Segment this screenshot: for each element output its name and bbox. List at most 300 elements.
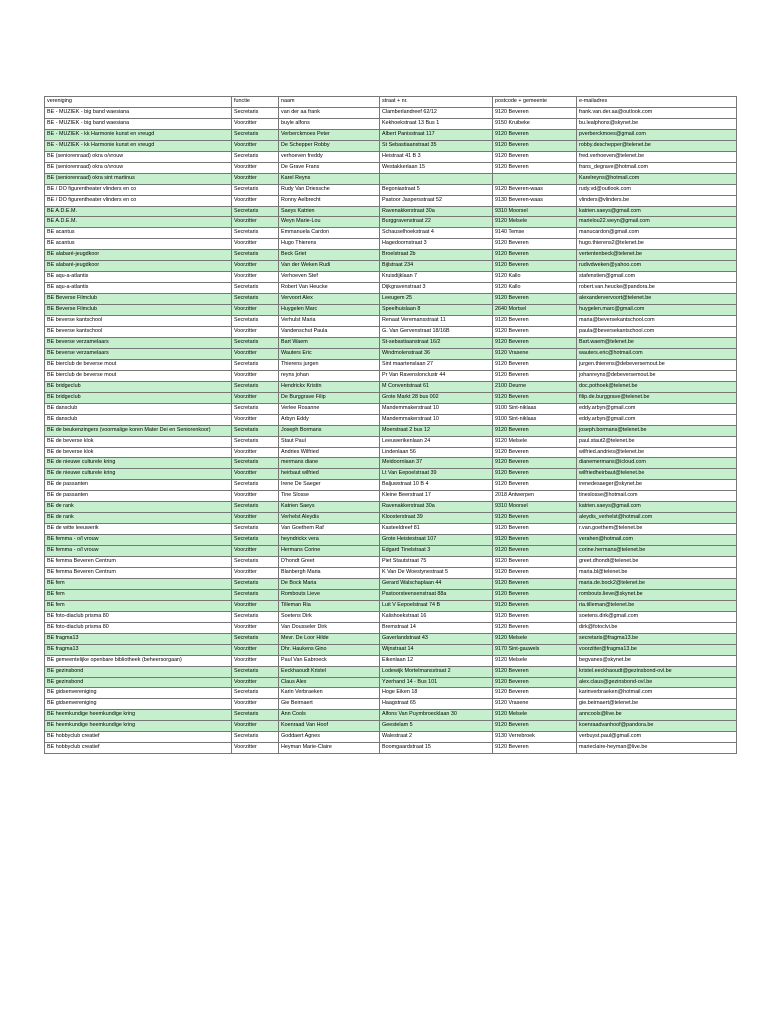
cell-naam: Soetens Dirk [279, 611, 380, 622]
cell-postcode-gemeente: 9130 Verrebroek [493, 732, 577, 743]
cell-straat: Lt Van Eepoelstraat 39 [380, 469, 493, 480]
cell-functie: Voorzitter [232, 261, 279, 272]
table-row [45, 513, 737, 524]
table-row [45, 294, 737, 305]
table-row [45, 305, 737, 316]
cell-functie: Secretaris [232, 403, 279, 414]
cell-email: alex.claus@gezinsbond-ovl.be [577, 677, 737, 688]
cell-postcode-gemeente: 9100 Sint-niklaas [493, 403, 577, 414]
cell-straat: Yzerhand 14 - Bus 101 [380, 677, 493, 688]
cell-functie: Voorzitter [232, 195, 279, 206]
cell-straat: Kalishoekstraat 16 [380, 611, 493, 622]
cell-email: irenedesaeger@skynet.be [577, 480, 737, 491]
cell-naam: Dhr. Haukens Gino [279, 644, 380, 655]
table-row [45, 710, 737, 721]
cell-vereniging: BE gezinsbond [45, 677, 232, 688]
cell-postcode-gemeente: 9120 Beveren [493, 337, 577, 348]
cell-straat: Haagstraat 65 [380, 699, 493, 710]
cell-straat: Wijnstraat 14 [380, 644, 493, 655]
cell-vereniging: BE acantus [45, 239, 232, 250]
cell-email: pverberckmoes@gmail.com [577, 129, 737, 140]
cell-email: maria.bl@telenet.be [577, 567, 737, 578]
cell-vereniging: BE femma - o/l vrouw [45, 546, 232, 557]
table-row [45, 447, 737, 458]
table-row [45, 677, 737, 688]
cell-functie: Secretaris [232, 283, 279, 294]
cell-functie: Voorzitter [232, 469, 279, 480]
cell-vereniging: BE fragma13 [45, 644, 232, 655]
cell-functie: Secretaris [232, 359, 279, 370]
cell-email: marieclaire-heyman@live.be [577, 743, 737, 754]
cell-naam: Huygelen Marc [279, 305, 380, 316]
table-row [45, 250, 737, 261]
cell-functie: Voorzitter [232, 600, 279, 611]
cell-functie: Secretaris [232, 129, 279, 140]
cell-vereniging: BE de rank [45, 513, 232, 524]
table-row [45, 425, 737, 436]
cell-naam: Gie Beirnaert [279, 699, 380, 710]
cell-postcode-gemeente: 9120 Beveren [493, 567, 577, 578]
cell-straat: Hagedoornstraat 3 [380, 239, 493, 250]
cell-email: voorzitter@fragma13.be [577, 644, 737, 655]
cell-functie: Voorzitter [232, 239, 279, 250]
cell-straat: Broelstraat 2b [380, 250, 493, 261]
cell-email: paul.staut2@telenet.be [577, 436, 737, 447]
cell-naam: Emmanuela Cardon [279, 228, 380, 239]
cell-naam: Arbyn Eddy [279, 414, 380, 425]
cell-email: fred.verhoeven@telenet.be [577, 151, 737, 162]
table-row [45, 370, 737, 381]
cell-vereniging: BE aqu-a-atlantis [45, 283, 232, 294]
cell-functie: Secretaris [232, 381, 279, 392]
table-row [45, 392, 737, 403]
cell-naam: D'hondt Greet [279, 557, 380, 568]
cell-functie: Voorzitter [232, 414, 279, 425]
cell-email: wilfriedheirbaut@telenet.be [577, 469, 737, 480]
cell-naam: Van Goethem Raf [279, 524, 380, 535]
cell-postcode-gemeente: 9120 Beveren [493, 151, 577, 162]
cell-straat: K Van De Woestynestraat 5 [380, 567, 493, 578]
cell-vereniging: BE fem [45, 589, 232, 600]
cell-naam: Vandenschut Paula [279, 327, 380, 338]
cell-email: soetens.dirk@gmail.com [577, 611, 737, 622]
cell-functie: Voorzitter [232, 217, 279, 228]
cell-email: jurgen.thierens@debeversemout.be [577, 359, 737, 370]
cell-straat: Piet Stautstraat 75 [380, 557, 493, 568]
cell-email: huygelen.marc@gmail.com [577, 305, 737, 316]
cell-email: maria@beversekantschool.com [577, 316, 737, 327]
cell-naam: Mevr. De Loor Hilde [279, 633, 380, 644]
cell-functie: Voorzitter [232, 644, 279, 655]
cell-functie: Voorzitter [232, 699, 279, 710]
cell-straat: Grote Heistestraat 107 [380, 535, 493, 546]
cell-naam: Claus Alex [279, 677, 380, 688]
cell-functie: Secretaris [232, 611, 279, 622]
cell-postcode-gemeente: 9310 Moorsel [493, 502, 577, 513]
cell-naam: De Burggrave Filip [279, 392, 380, 403]
spreadsheet [44, 96, 736, 754]
cell-email: vertentenbeck@telenet.be [577, 250, 737, 261]
table-row [45, 611, 737, 622]
column-header-email: e-mailadres [577, 97, 737, 108]
cell-vereniging: BE de passanten [45, 480, 232, 491]
cell-postcode-gemeente: 9120 Beveren [493, 370, 577, 381]
cell-naam: Robert Van Heucke [279, 283, 380, 294]
cell-vereniging: BE bridgeclub [45, 381, 232, 392]
table-row [45, 327, 737, 338]
cell-postcode-gemeente: 9120 Beveren [493, 327, 577, 338]
cell-naam: reyns johan [279, 370, 380, 381]
table-row [45, 272, 737, 283]
table-row [45, 348, 737, 359]
cell-straat: Eikenlaan 12 [380, 655, 493, 666]
cell-vereniging: BE femma Beveren Centrum [45, 557, 232, 568]
cell-straat: Westakkerlaan 15 [380, 162, 493, 173]
table-row [45, 567, 737, 578]
cell-naam: Van Dousseler Dirk [279, 622, 380, 633]
cell-naam: Verhelst Aleydis [279, 513, 380, 524]
cell-functie: Secretaris [232, 535, 279, 546]
cell-naam: heyndrickx vera [279, 535, 380, 546]
cell-naam: heirbaut wilfried [279, 469, 380, 480]
cell-email: joseph.bormans@telenet.be [577, 425, 737, 436]
table-row [45, 316, 737, 327]
cell-postcode-gemeente: 9120 Beveren [493, 294, 577, 305]
cell-straat: Gaverlandstraat 43 [380, 633, 493, 644]
cell-naam: Van der Weken Rudi [279, 261, 380, 272]
cell-postcode-gemeente: 9120 Beveren [493, 743, 577, 754]
table-row [45, 337, 737, 348]
cell-straat: Kloosterstraat 39 [380, 513, 493, 524]
cell-postcode-gemeente: 9120 Beveren [493, 589, 577, 600]
cell-straat: Burggravenstraat 22 [380, 217, 493, 228]
cell-postcode-gemeente: 9120 Beveren [493, 129, 577, 140]
cell-email: bu.lealphons@skynet.be [577, 118, 737, 129]
cell-email: verahen@hotmail.com [577, 535, 737, 546]
cell-naam: Blanbergh Maria [279, 567, 380, 578]
cell-vereniging: BE femma - o/l vrouw [45, 535, 232, 546]
cell-straat: Moerstraat 2 bus 12 [380, 425, 493, 436]
cell-functie: Secretaris [232, 633, 279, 644]
cell-straat: Dijkgravenstraat 3 [380, 283, 493, 294]
table-row [45, 151, 737, 162]
cell-vereniging: BE de beukenzingers (voormalige koren Mater Dei en Seniorenkoor) [45, 425, 232, 436]
cell-postcode-gemeente: 9120 Beveren [493, 546, 577, 557]
cell-functie: Secretaris [232, 458, 279, 469]
cell-functie: Voorzitter [232, 546, 279, 557]
cell-straat: Pastoor Jaspersstraat 52 [380, 195, 493, 206]
cell-vereniging: BE foto-diaclub prisma 80 [45, 611, 232, 622]
cell-email: wilfried.andries@telenet.be [577, 447, 737, 458]
cell-email: greet.dhondt@telenet.be [577, 557, 737, 568]
cell-naam: Verberckmoes Peter [279, 129, 380, 140]
cell-straat: Leeugem 25 [380, 294, 493, 305]
table-row [45, 403, 737, 414]
table-row [45, 381, 737, 392]
cell-vereniging: BE femma Beveren Centrum [45, 567, 232, 578]
cell-email: corine.hermans@telenet.be [577, 546, 737, 557]
contacts-table [44, 96, 737, 754]
cell-vereniging: BE de beverse klok [45, 436, 232, 447]
table-row [45, 546, 737, 557]
cell-naam: verhoeven freddy [279, 151, 380, 162]
cell-vereniging: BE de rank [45, 502, 232, 513]
cell-functie: Voorzitter [232, 567, 279, 578]
cell-vereniging: BE bierclub de beverse mout [45, 370, 232, 381]
cell-email: hugo.thierens2@telenet.be [577, 239, 737, 250]
cell-email: wauters.eric@hotmail.com [577, 348, 737, 359]
cell-straat: St Sebastiaanstraat 35 [380, 140, 493, 151]
cell-vereniging: BE bridgeclub [45, 392, 232, 403]
cell-straat: Geestelam 5 [380, 721, 493, 732]
table-row [45, 206, 737, 217]
cell-postcode-gemeente: 9120 Kallo [493, 272, 577, 283]
cell-email: filip.de.burggrave@telenet.be [577, 392, 737, 403]
cell-email: johanreyns@debeversemout.be [577, 370, 737, 381]
cell-vereniging: BE gezinsbond [45, 666, 232, 677]
cell-vereniging: BE dansclub [45, 414, 232, 425]
cell-vereniging: BE (seniorenraad) okra o/vrouw [45, 162, 232, 173]
cell-postcode-gemeente: 9120 Beveren [493, 458, 577, 469]
cell-functie: Voorzitter [232, 140, 279, 151]
cell-functie: Secretaris [232, 480, 279, 491]
cell-straat: Pastoorsteensenstraat 88a [380, 589, 493, 600]
cell-functie: Secretaris [232, 502, 279, 513]
cell-postcode-gemeente: 9120 Melsele [493, 436, 577, 447]
table-row [45, 578, 737, 589]
cell-email: katrien.saeys@gmail.com [577, 206, 737, 217]
cell-email: dianemermans@icloud.com [577, 458, 737, 469]
cell-email: eddy.arbyn@gmail.com [577, 403, 737, 414]
cell-straat: G. Van Gervenstraat 18/16B [380, 327, 493, 338]
cell-postcode-gemeente: 9120 Beveren [493, 261, 577, 272]
table-row [45, 524, 737, 535]
cell-straat: Walestraat 2 [380, 732, 493, 743]
cell-postcode-gemeente: 9120 Beveren [493, 359, 577, 370]
cell-email: aleydis_verhelst@hotmail.com [577, 513, 737, 524]
cell-email: kristel.eeckhaoudt@gezinsbond-ovl.be [577, 666, 737, 677]
cell-naam: Wauters Eric [279, 348, 380, 359]
cell-vereniging: BE fem [45, 600, 232, 611]
cell-straat: Pr Van Ravenslonclustr 44 [380, 370, 493, 381]
cell-straat [380, 173, 493, 184]
cell-postcode-gemeente: 2018 Antwerpen [493, 491, 577, 502]
cell-postcode-gemeente: 9120 Beveren [493, 578, 577, 589]
cell-postcode-gemeente: 9120 Beveren [493, 513, 577, 524]
cell-email: anncools@live.be [577, 710, 737, 721]
cell-naam: Goddaert Agnes [279, 732, 380, 743]
cell-email: doc.pothoek@telenet.be [577, 381, 737, 392]
cell-vereniging: BE A.D.E.M. [45, 217, 232, 228]
cell-postcode-gemeente: 9120 Beveren [493, 677, 577, 688]
cell-naam: Tilleman Ria [279, 600, 380, 611]
cell-naam: Hugo Thierens [279, 239, 380, 250]
cell-email: marielou22.weyn@gmail.com [577, 217, 737, 228]
cell-naam: Eeckhaoudt Kristel [279, 666, 380, 677]
cell-naam: Paul Van Eabroeck [279, 655, 380, 666]
cell-naam: Thierens jurgen [279, 359, 380, 370]
cell-straat: Bremstraat 14 [380, 622, 493, 633]
cell-functie: Secretaris [232, 578, 279, 589]
cell-functie: Secretaris [232, 710, 279, 721]
table-row [45, 414, 737, 425]
table-row [45, 261, 737, 272]
cell-straat: Lindenlaan 56 [380, 447, 493, 458]
cell-naam: Verhulst Maria [279, 316, 380, 327]
cell-naam: Tine Slosse [279, 491, 380, 502]
cell-functie: Secretaris [232, 294, 279, 305]
cell-email: maria.de.bock2@telenet.be [577, 578, 737, 589]
cell-naam: Karin Verbraeken [279, 688, 380, 699]
table-row [45, 480, 737, 491]
cell-straat: Sint maartenslaan 27 [380, 359, 493, 370]
cell-email: koenraadvanhoof@pandora.be [577, 721, 737, 732]
cell-postcode-gemeente: 9120 Beveren-waas [493, 184, 577, 195]
cell-naam: buyle alfons [279, 118, 380, 129]
table-row [45, 732, 737, 743]
cell-postcode-gemeente: 9100 Sint-niklaas [493, 414, 577, 425]
cell-postcode-gemeente: 9120 Beveren [493, 239, 577, 250]
cell-postcode-gemeente: 9120 Beveren [493, 666, 577, 677]
cell-vereniging: BE dansclub [45, 403, 232, 414]
table-row [45, 699, 737, 710]
cell-email: begvanes@skynet.be [577, 655, 737, 666]
cell-postcode-gemeente: 9120 Vrasene [493, 699, 577, 710]
cell-email: rudivdweken@yahoo.com [577, 261, 737, 272]
column-header-postcode-gemeente: postcode + gemeente [493, 97, 577, 108]
cell-postcode-gemeente: 9120 Beveren [493, 469, 577, 480]
cell-straat: Alfons Van Puymbroecklaan 30 [380, 710, 493, 721]
cell-straat: Leeuwerikenlaan 24 [380, 436, 493, 447]
cell-straat: Ravenakkerstraat 30a [380, 206, 493, 217]
table-row [45, 436, 737, 447]
cell-vereniging: BE hobbyclub creatief [45, 732, 232, 743]
cell-vereniging: BE de passanten [45, 491, 232, 502]
cell-functie: Secretaris [232, 425, 279, 436]
cell-vereniging: BE de witte leeuwerik [45, 524, 232, 535]
table-row [45, 228, 737, 239]
cell-postcode-gemeente: 9120 Melsele [493, 217, 577, 228]
cell-postcode-gemeente: 9120 Beveren [493, 392, 577, 403]
cell-functie: Secretaris [232, 589, 279, 600]
cell-naam: De Bock Maria [279, 578, 380, 589]
cell-postcode-gemeente: 9120 Beveren [493, 447, 577, 458]
cell-vereniging: BE (seniorenraad) okra sint martinus [45, 173, 232, 184]
cell-postcode-gemeente: 9120 Beveren [493, 535, 577, 546]
cell-straat: Hoge Eiken 18 [380, 688, 493, 699]
cell-email: tineslosse@hotmail.com [577, 491, 737, 502]
cell-email: robert.van.heucke@pandora.be [577, 283, 737, 294]
cell-postcode-gemeente: 9120 Beveren [493, 600, 577, 611]
cell-postcode-gemeente: 9120 Melsele [493, 655, 577, 666]
column-header-straat: straat + nr. [380, 97, 493, 108]
cell-postcode-gemeente: 9120 Melsele [493, 633, 577, 644]
cell-postcode-gemeente: 9120 Beveren [493, 721, 577, 732]
cell-email: robby.deschepper@telenet.be [577, 140, 737, 151]
cell-functie: Voorzitter [232, 348, 279, 359]
cell-naam: Vervoort Alex [279, 294, 380, 305]
cell-vereniging: BE acantus [45, 228, 232, 239]
cell-email: rudy.vd@outlook.com [577, 184, 737, 195]
table-row [45, 162, 737, 173]
cell-vereniging: BE bierclub de beverse mout [45, 359, 232, 370]
cell-naam: Joseph Bormans [279, 425, 380, 436]
table-row [45, 502, 737, 513]
cell-vereniging: BE heemkundige heemkundige kring [45, 710, 232, 721]
cell-naam: De Grave Frans [279, 162, 380, 173]
cell-straat: Albert Panisstraat 117 [380, 129, 493, 140]
cell-functie: Voorzitter [232, 743, 279, 754]
cell-functie: Voorzitter [232, 272, 279, 283]
cell-straat: Schauselhoekstraat 4 [380, 228, 493, 239]
cell-email: katrien.saeys@gmail.com [577, 502, 737, 513]
cell-functie: Secretaris [232, 436, 279, 447]
cell-email: Bart.waem@telenet.be [577, 337, 737, 348]
cell-vereniging: BE de nieuwe culturele kring [45, 458, 232, 469]
table-row [45, 173, 737, 184]
cell-functie: Voorzitter [232, 655, 279, 666]
cell-email: frans_degrave@hotmail.com [577, 162, 737, 173]
table-row [45, 184, 737, 195]
cell-email: secretaris@fragma13.be [577, 633, 737, 644]
cell-functie: Voorzitter [232, 118, 279, 129]
cell-postcode-gemeente: 9170 Sint-gauwels [493, 644, 577, 655]
cell-naam: Ronny Aelbrecht [279, 195, 380, 206]
table-row [45, 140, 737, 151]
cell-email: r.van.goethem@telenet.be [577, 524, 737, 535]
cell-email: verbuyst.paul@gmail.com [577, 732, 737, 743]
cell-vereniging: BE - MUZIEK - big band waesiana [45, 118, 232, 129]
cell-straat: Boomgaardstraat 15 [380, 743, 493, 754]
cell-straat: Mandemmakerstraat 10 [380, 403, 493, 414]
cell-functie: Secretaris [232, 316, 279, 327]
cell-naam: Rombouts Lieve [279, 589, 380, 600]
cell-functie: Secretaris [232, 250, 279, 261]
column-header-functie: functie [232, 97, 279, 108]
cell-straat: Edgard Tinelstraat 3 [380, 546, 493, 557]
cell-postcode-gemeente: 9120 Beveren [493, 107, 577, 118]
cell-vereniging: BE gemeentelijke openbare bibliotheek (beheersorgaan) [45, 655, 232, 666]
cell-straat: M Conventstraat 61 [380, 381, 493, 392]
cell-functie: Voorzitter [232, 173, 279, 184]
cell-functie: Secretaris [232, 337, 279, 348]
cell-naam: Rudy Van Driessche [279, 184, 380, 195]
cell-straat: Begoniastraat 5 [380, 184, 493, 195]
cell-functie: Secretaris [232, 151, 279, 162]
table-row [45, 107, 737, 118]
column-header-vereniging: vereniging [45, 97, 232, 108]
cell-postcode-gemeente: 9120 Beveren [493, 524, 577, 535]
cell-email: frank.van.der.aa@outlook.com [577, 107, 737, 118]
table-row [45, 600, 737, 611]
table-row [45, 666, 737, 677]
cell-functie: Secretaris [232, 524, 279, 535]
cell-vereniging: BE Beverse Filmclub [45, 294, 232, 305]
cell-naam: Hermans Corine [279, 546, 380, 557]
cell-postcode-gemeente: 9120 Beveren [493, 480, 577, 491]
cell-vereniging: BE / DO figurentheater vlinders en co [45, 195, 232, 206]
cell-postcode-gemeente: 9130 Beveren-waas [493, 195, 577, 206]
cell-naam: Koenraad Van Hoof [279, 721, 380, 732]
cell-straat: Baljuwstraat 10 B 4 [380, 480, 493, 491]
table-row [45, 239, 737, 250]
cell-vereniging: BE de nieuwe culturele kring [45, 469, 232, 480]
cell-email: rombouts.lieve@skynet.be [577, 589, 737, 600]
cell-naam: Beck Griet [279, 250, 380, 261]
table-row [45, 655, 737, 666]
cell-vereniging: BE - MUZIEK - big band waesiana [45, 107, 232, 118]
cell-email: manucardon@gmail.com [577, 228, 737, 239]
